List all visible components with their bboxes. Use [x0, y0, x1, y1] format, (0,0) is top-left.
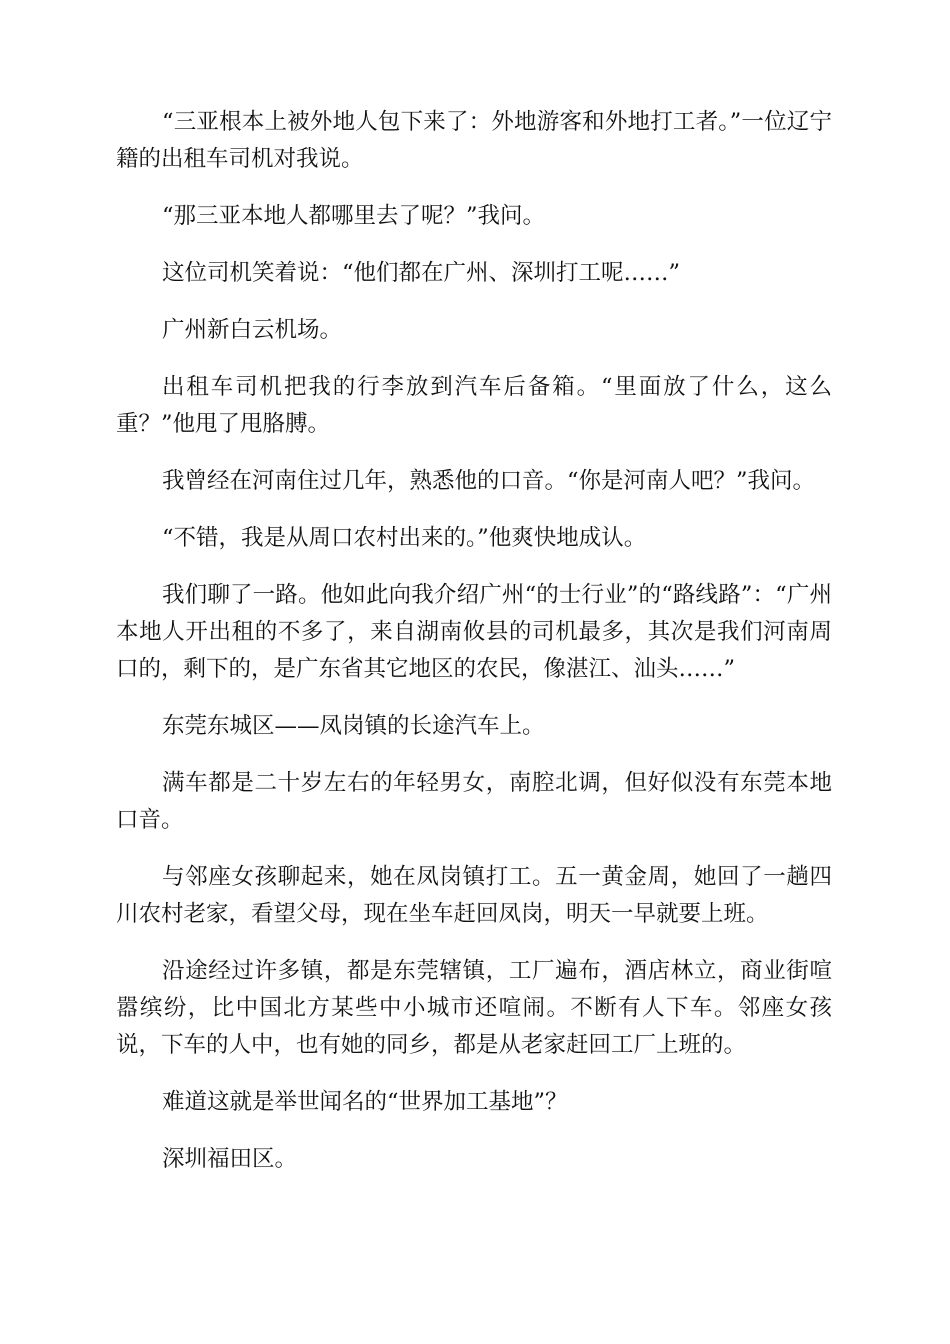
- document-body: [116, 104, 832, 1198]
- paragraph-11: 与邻座女孩聊起来，她在凤岗镇打工。五一黄金周，她回了一趟四川农村老家，看望父母，现在坐车赶回凤岗，明天一早就要上班。: [116, 864, 832, 927]
- paragraph-13: 难道这就是举世闻名的“世界加工基地”？: [162, 1089, 568, 1115]
- paragraph-7: “不错，我是从周口农村出来的。”他爽快地成认。: [162, 525, 647, 551]
- paragraph-5: 出租车司机把我的行李放到汽车后备箱。“里面放了什么，这么重？”他甩了甩胳膊。: [116, 374, 832, 437]
- paragraph-1: “三亚根本上被外地人包下来了：外地游客和外地打工者。”一位辽宁籍的出租车司机对我说。: [116, 109, 832, 172]
- paragraph-12: 沿途经过许多镇，都是东莞辖镇，工厂遍布，酒店林立，商业街喧嚣缤纷，比中国北方某些中小城市还喧闹。不断有人下车。邻座女孩说，下车的人中，也有她的同乡，都是从老家赶回工厂上班的。: [116, 958, 832, 1058]
- paragraph-14: 深圳福田区。: [162, 1146, 298, 1172]
- paragraph-10: 满车都是二十岁左右的年轻男女，南腔北调，但好似没有东莞本地口音。: [116, 770, 832, 833]
- paragraph-3: 这位司机笑着说：“他们都在广州、深圳打工呢……”: [162, 260, 681, 286]
- paragraph-2: “那三亚本地人都哪里去了呢？”我问。: [162, 203, 546, 229]
- paragraph-8: 我们聊了一路。他如此向我介绍广州“的士行业”的“路线路”：“广州本地人开出租的不多了，来自湖南攸县的司机最多，其次是我们河南周口的，剩下的，是广东省其它地区的农民，像湛江、汕头……”: [116, 582, 832, 682]
- paragraph-9: 东莞东城区——凤岗镇的长途汽车上。: [162, 713, 545, 739]
- paragraph-6: 我曾经在河南住过几年，熟悉他的口音。“你是河南人吧？”我问。: [162, 468, 816, 494]
- paragraph-4: 广州新白云机场。: [162, 317, 343, 343]
